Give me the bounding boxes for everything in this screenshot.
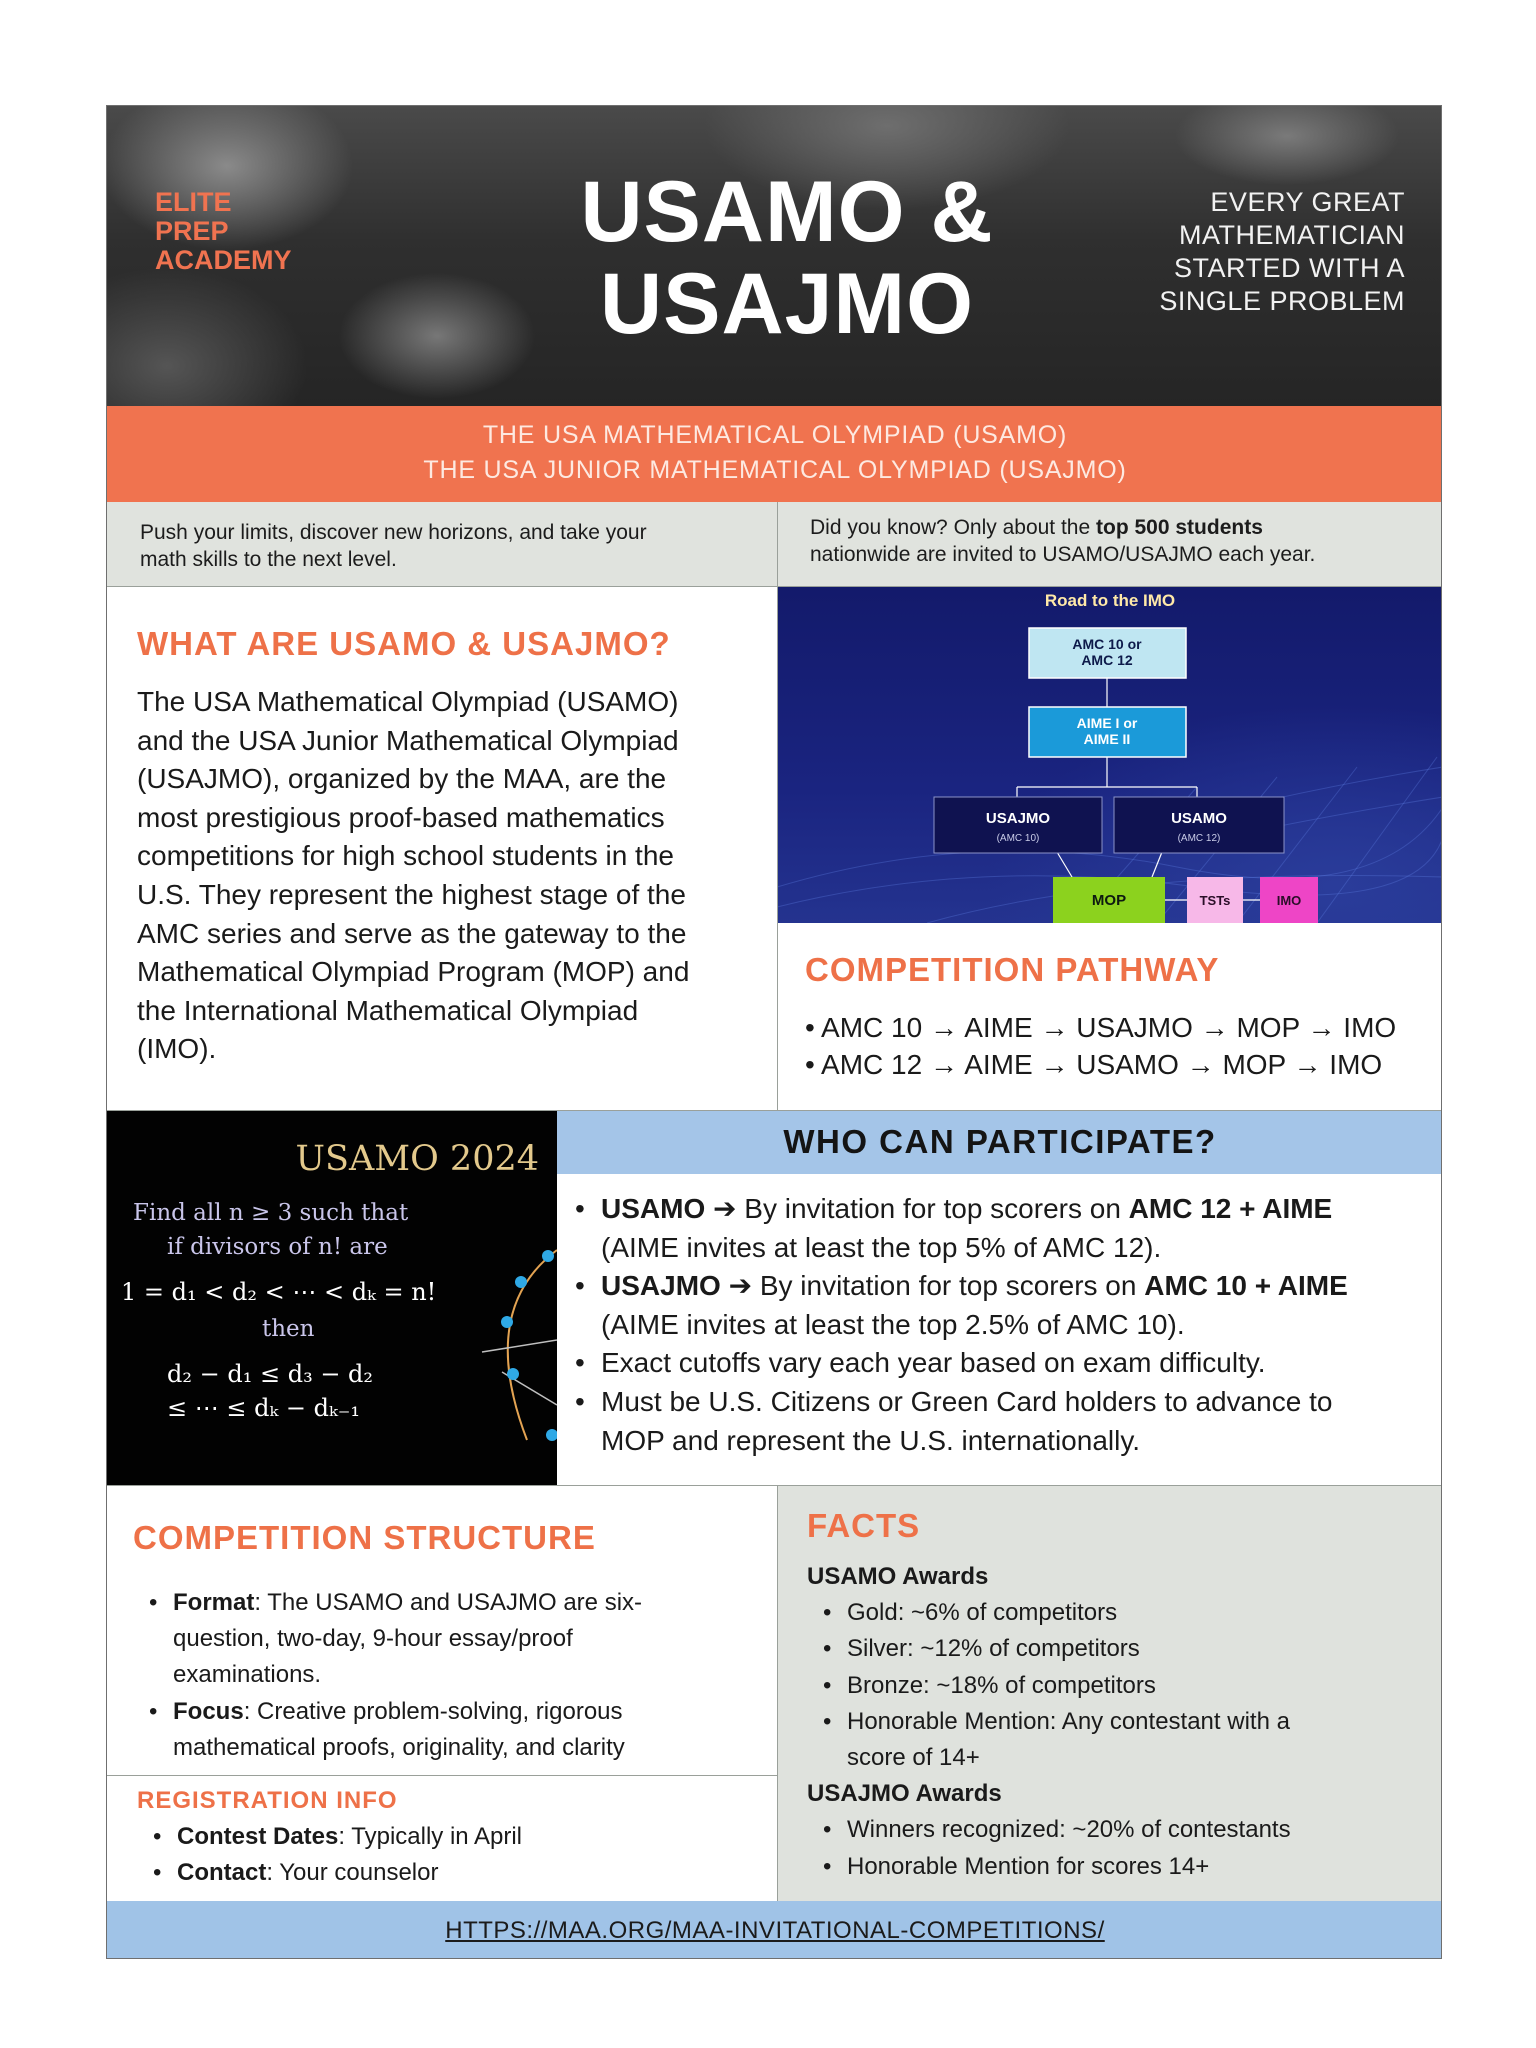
divider xyxy=(777,502,778,1110)
who-item-usajmo: • USAJMO ➔ By invitation for top scorers on AMC 10 + AIME xyxy=(575,1267,1348,1306)
section-heading: FACTS xyxy=(807,1507,921,1544)
tagline-line: MATHEMATICIAN xyxy=(1179,220,1405,250)
arrow-icon: ➔ xyxy=(705,1193,745,1224)
banner-line: THE USA MATHEMATICAL OLYMPIAD (USAMO) xyxy=(482,421,1068,449)
tagline-line: SINGLE PROBLEM xyxy=(1159,286,1405,316)
box-imo-label: IMO xyxy=(1276,893,1302,908)
facts-item: • Honorable Mention: Any contestant with a xyxy=(807,1704,1291,1740)
divider xyxy=(107,1110,1442,1111)
who-item-cutoffs: • Exact cutoffs vary each year based on exam difficulty. xyxy=(575,1344,1348,1383)
brand-line: ACADEMY xyxy=(155,245,292,275)
structure-item-focus: • Focus: Creative problem-solving, rigorous xyxy=(147,1694,642,1730)
facts-body: USAMO Awards • Gold: ~6% of competitors • Silver: ~12% of competitors • Bronze: ~18% of competitors • Honorable Mention: Any contestant with a score of 14+ USAJMO Awards • Winners recognized: ~20% of contestants • Honorable Mention for scores 14+ xyxy=(807,1559,1291,1885)
problem-equation: 1 = d₁ < d₂ < ⋯ < dₖ = n! xyxy=(121,1278,437,1306)
facts-item: • Bronze: ~18% of competitors xyxy=(807,1668,1291,1704)
problem-equation: ≤ ⋯ ≤ dₖ − dₖ₋₁ xyxy=(167,1394,360,1422)
what-body: The USA Mathematical Olympiad (USAMO) and the USA Junior Mathematical Olympiad (USAJMO), organized by the MAA, are the most prestigious proof-based mathematics competitions for high school students in the U.S. They represent the highest stage of the AMC series and serve as the gateway to the Mathematical Olympiad Program (MOP) and the International Mathematical Olympiad (IMO). xyxy=(137,686,690,1065)
registration-body xyxy=(153,1819,522,1891)
pathway-item: • AMC 10 → AIME → USAJMO → MOP → IMO xyxy=(805,1009,1396,1046)
box-amc-label: AMC 10 or xyxy=(1072,636,1142,652)
problem-line: Find all n ≥ 3 such that xyxy=(133,1200,409,1226)
title-line: USAMO & xyxy=(580,164,994,260)
hero-header xyxy=(107,106,1442,406)
subtitle-banner xyxy=(107,406,1442,502)
tagline xyxy=(1159,186,1405,318)
diagram-title: Road to the IMO xyxy=(1044,591,1176,610)
box-aime-label: AIME II xyxy=(1083,731,1131,747)
arrow-icon: ➔ xyxy=(720,1270,760,1302)
brand-line: PREP xyxy=(155,216,229,246)
facts-subheading: USAMO Awards xyxy=(807,1563,989,1590)
box-aime-label: AIME I or xyxy=(1076,715,1138,731)
intro-line: math skills to the next level. xyxy=(140,548,397,571)
registration-item-dates: • Contest Dates: Typically in April xyxy=(153,1819,522,1855)
section-heading: WHAT ARE USAMO & USAJMO? xyxy=(137,625,671,662)
problem-title: USAMO 2024 xyxy=(295,1139,539,1179)
tagline-line: EVERY GREAT xyxy=(1210,187,1405,217)
divisor-arc-graphic xyxy=(482,1250,557,1441)
registration-item-contact: • Contact: Your counselor xyxy=(153,1855,522,1891)
divider xyxy=(107,586,1442,587)
maa-link[interactable]: HTTPS://MAA.ORG/MAA-INVITATIONAL-COMPETITIONS/ xyxy=(445,1917,1105,1944)
brand-line: ELITE xyxy=(155,187,232,217)
facts-item: • Winners recognized: ~20% of contestants xyxy=(807,1812,1291,1848)
box-usamo-sub: (AMC 12) xyxy=(1177,833,1221,844)
flyer-page xyxy=(106,105,1442,1959)
who-heading: WHO CAN PARTICIPATE? xyxy=(557,1110,1442,1174)
brand-logo xyxy=(155,188,292,275)
structure-item-format: • Format: The USAMO and USAJMO are six- xyxy=(147,1585,642,1621)
problem-line: then xyxy=(262,1316,315,1342)
box-usajmo-label: USAJMO xyxy=(985,810,1051,827)
box-usamo-label: USAMO xyxy=(1171,810,1227,827)
did-you-know-line: Did you know? Only about the top 500 students xyxy=(810,516,1263,539)
problem-equation: d₂ − d₁ ≤ d₃ − d₂ xyxy=(167,1360,374,1388)
facts-subheading: USAJMO Awards xyxy=(807,1780,1002,1808)
facts-item: • Gold: ~6% of competitors xyxy=(807,1595,1291,1631)
section-heading: COMPETITION STRUCTURE xyxy=(133,1519,596,1556)
tagline-line: STARTED WITH A xyxy=(1173,253,1405,283)
what-are-section xyxy=(107,587,777,1110)
title-line: USAJMO xyxy=(600,256,974,352)
box-amc-label: AMC 12 xyxy=(1081,652,1133,668)
box-usajmo-sub: (AMC 10) xyxy=(996,833,1040,844)
banner-line: THE USA JUNIOR MATHEMATICAL OLYMPIAD (USAJMO) xyxy=(423,456,1127,484)
section-heading: REGISTRATION INFO xyxy=(137,1787,398,1814)
divider xyxy=(107,1775,777,1776)
intro-line: Push your limits, discover new horizons, and take your xyxy=(140,521,647,544)
box-tsts-label: TSTs xyxy=(1199,893,1231,908)
competition-structure-section xyxy=(107,1485,777,1775)
who-can-participate-section xyxy=(557,1174,1442,1485)
facts-item: • Honorable Mention for scores 14+ xyxy=(807,1849,1291,1885)
problem-svg xyxy=(107,1110,557,1485)
road-to-imo-diagram xyxy=(777,587,1442,923)
usamo-2024-problem xyxy=(107,1110,557,1485)
did-you-know xyxy=(777,502,1442,586)
diagram-svg xyxy=(777,587,1442,923)
did-you-know-line: nationwide are invited to USAMO/USAJMO each year. xyxy=(810,543,1316,566)
who-item-citizenship: • Must be U.S. Citizens or Green Card holders to advance to xyxy=(575,1383,1348,1422)
page-title xyxy=(507,166,1067,350)
who-body: • USAMO ➔ By invitation for top scorers on AMC 12 + AIME (AIME invites at least the top 5% of AMC 12). • USAJMO ➔ By invitation for top scorers on AMC 10 + AIME (AIME invites at least the top 2.5% of AMC 10). • Exact cutoffs vary each year based on exam difficulty. • Must be U.S. Citizens or Green Card holders to advance to MOP and represent the U.S. internationally. xyxy=(575,1190,1348,1460)
problem-line: if divisors of n! are xyxy=(167,1234,388,1260)
structure-body: • Format: The USAMO and USAJMO are six- question, two-day, 9-hour essay/proof examinations. • Focus: Creative problem-solving, rigorous mathematical proofs, originality, and clarity xyxy=(147,1585,642,1766)
divider xyxy=(107,1485,1442,1486)
footer-bar xyxy=(107,1901,1442,1959)
registration-info-section xyxy=(107,1775,777,1901)
pathway-item: • AMC 12 → AIME → USAMO → MOP → IMO xyxy=(805,1046,1396,1083)
facts-section xyxy=(777,1485,1442,1901)
box-mop-label: MOP xyxy=(1091,892,1127,909)
facts-item: • Silver: ~12% of competitors xyxy=(807,1631,1291,1667)
section-heading: COMPETITION PATHWAY xyxy=(805,951,1220,988)
intro-tagline xyxy=(107,502,777,586)
competition-pathway-section xyxy=(777,923,1442,1110)
who-item-usamo: • USAMO ➔ By invitation for top scorers on AMC 12 + AIME xyxy=(575,1190,1348,1229)
pathway-list xyxy=(805,1009,1396,1083)
divider xyxy=(777,1485,778,1901)
